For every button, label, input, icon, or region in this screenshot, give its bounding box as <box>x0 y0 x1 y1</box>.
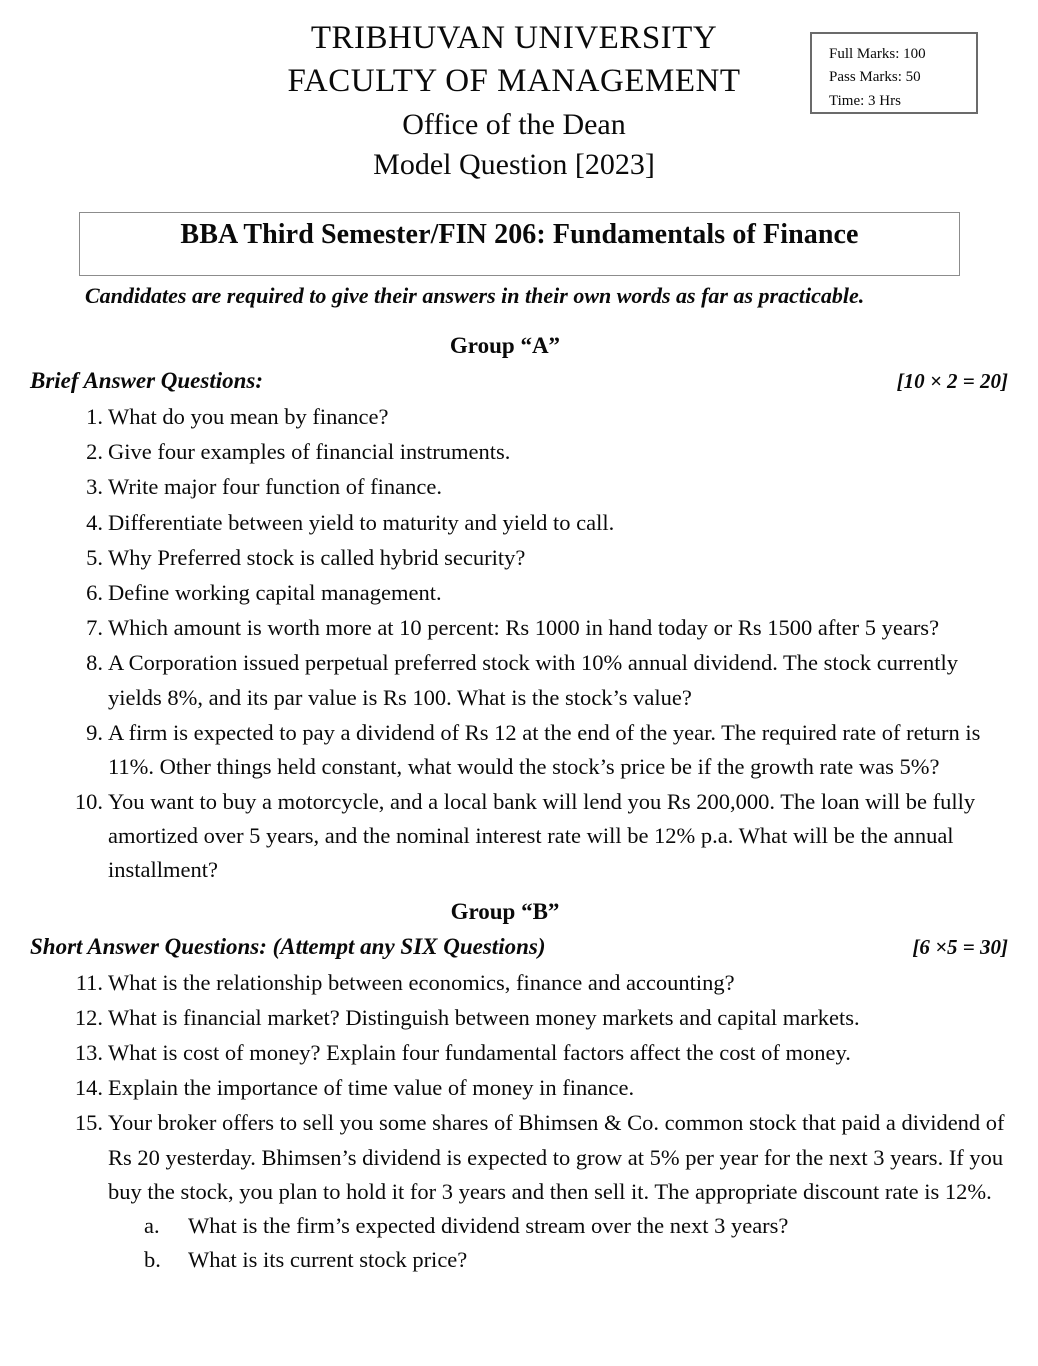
question-item <box>0 470 1038 504</box>
university-name: TRIBHUVAN UNIVERSITY <box>310 20 718 56</box>
question-number: 10. <box>74 789 103 815</box>
question-number: 6. <box>86 579 103 605</box>
question-text: What is cost of money? Explain four fundamental factors affect the cost of money. <box>108 1040 851 1066</box>
question-text: A firm is expected to pay a dividend of Rs 12 at the end of the year. The required rate of return is 11%. Other things held constant, what would the stock’s price be if the growth rate was 5%? <box>108 719 981 779</box>
group-b-section-label: Short Answer Questions: (Attempt any SIX Questions) <box>30 933 546 959</box>
question-text: Which amount is worth more at 10 percent: Rs 1000 in hand today or Rs 1500 after 5 years? <box>108 615 940 641</box>
sub-question-item <box>108 1243 1008 1277</box>
question-15-sublist <box>108 1209 1008 1277</box>
question-item <box>0 646 1038 714</box>
sub-question-text: What is its current stock price? <box>188 1246 468 1272</box>
question-item <box>0 506 1038 540</box>
question-number: 7. <box>86 615 103 641</box>
course-title-box <box>79 212 960 276</box>
question-text: What is financial market? Distinguish between money markets and capital markets. <box>108 1004 860 1030</box>
question-number: 13. <box>74 1040 103 1066</box>
group-a-section-label: Brief Answer Questions: <box>30 368 264 394</box>
sub-question-marker: b. <box>144 1246 161 1272</box>
sub-question-item <box>108 1209 1008 1243</box>
question-number: 9. <box>86 719 103 745</box>
question-text: What is the relationship between economics, finance and accounting? <box>108 969 735 995</box>
group-a-question-list <box>0 400 1038 888</box>
group-b-marks: [6 ×5 = 30] <box>912 934 1008 959</box>
question-item <box>0 1106 1038 1276</box>
question-text: Differentiate between yield to maturity and yield to call. <box>108 509 615 535</box>
question-number: 8. <box>86 650 103 676</box>
pass-marks-line: Pass Marks: 50 <box>829 69 921 86</box>
question-item <box>0 1071 1038 1105</box>
question-text: Write major four function of finance. <box>108 474 442 500</box>
question-item <box>0 611 1038 645</box>
group-b-heading: Group “B” <box>450 898 560 924</box>
question-item <box>0 400 1038 434</box>
question-number: 3. <box>86 474 103 500</box>
question-number: 11. <box>75 969 103 995</box>
question-text: Explain the importance of time value of money in finance. <box>108 1075 635 1101</box>
question-item <box>0 541 1038 575</box>
question-number: 5. <box>86 544 103 570</box>
group-b-question-list <box>0 966 1038 1277</box>
question-text: Why Preferred stock is called hybrid security? <box>108 544 526 570</box>
question-text: Your broker offers to sell you some shares of Bhimsen & Co. common stock that paid a dividend of Rs 20 yesterday. Bhimsen’s dividend is expected to grow at 5% per year for the next 3 years. If you buy the stock, you plan to hold it for 3 years and then sell it. The appropriate discount rate is 12%. <box>108 1110 1005 1204</box>
question-item <box>0 435 1038 469</box>
question-number: 1. <box>86 404 103 430</box>
question-text: A Corporation issued perpetual preferred stock with 10% annual dividend. The stock currently yields 8%, and its par value is Rs 100. What is the stock’s value? <box>108 650 958 710</box>
group-b-section-row <box>0 934 1038 960</box>
question-content <box>0 330 1038 1278</box>
sub-question-marker: a. <box>144 1213 160 1239</box>
group-a-section-row <box>0 368 1038 394</box>
marks-info-box <box>810 32 978 114</box>
question-item <box>0 1001 1038 1035</box>
question-number: 4. <box>86 509 103 535</box>
group-a-marks: [10 × 2 = 20] <box>896 369 1008 394</box>
question-text: What do you mean by finance? <box>108 404 389 430</box>
document-type: Model Question [2023] <box>373 148 655 181</box>
question-number: 14. <box>74 1075 103 1101</box>
question-item <box>0 785 1038 888</box>
full-marks-line: Full Marks: 100 <box>829 46 926 62</box>
question-item <box>0 576 1038 610</box>
question-number: 2. <box>86 439 103 465</box>
question-text: Give four examples of financial instruments. <box>108 439 511 465</box>
group-a-heading: Group “A” <box>449 333 561 358</box>
faculty-name: FACULTY OF MANAGEMENT <box>287 63 741 99</box>
question-number: 12. <box>74 1004 103 1030</box>
question-text: You want to buy a motorcycle, and a local bank will lend you Rs 200,000. The loan will be fully amortized over 5 years, and the nominal interest rate will be 12% p.a. What will be the annual installment? <box>108 789 976 883</box>
sub-question-text: What is the firm’s expected dividend stream over the next 3 years? <box>188 1213 789 1239</box>
candidate-instruction: Candidates are required to give their answers in their own words as far as practicable. <box>85 283 865 308</box>
page-header <box>0 0 1038 180</box>
time-allowed-line: Time: 3 Hrs <box>829 92 901 109</box>
question-number: 15. <box>74 1110 103 1136</box>
question-item <box>0 1036 1038 1070</box>
question-item <box>0 966 1038 1000</box>
question-item <box>0 716 1038 784</box>
question-text: Define working capital management. <box>108 579 442 605</box>
course-title: BBA Third Semester/FIN 206: Fundamentals of Finance <box>180 219 859 250</box>
office-name: Office of the Dean <box>402 108 626 141</box>
